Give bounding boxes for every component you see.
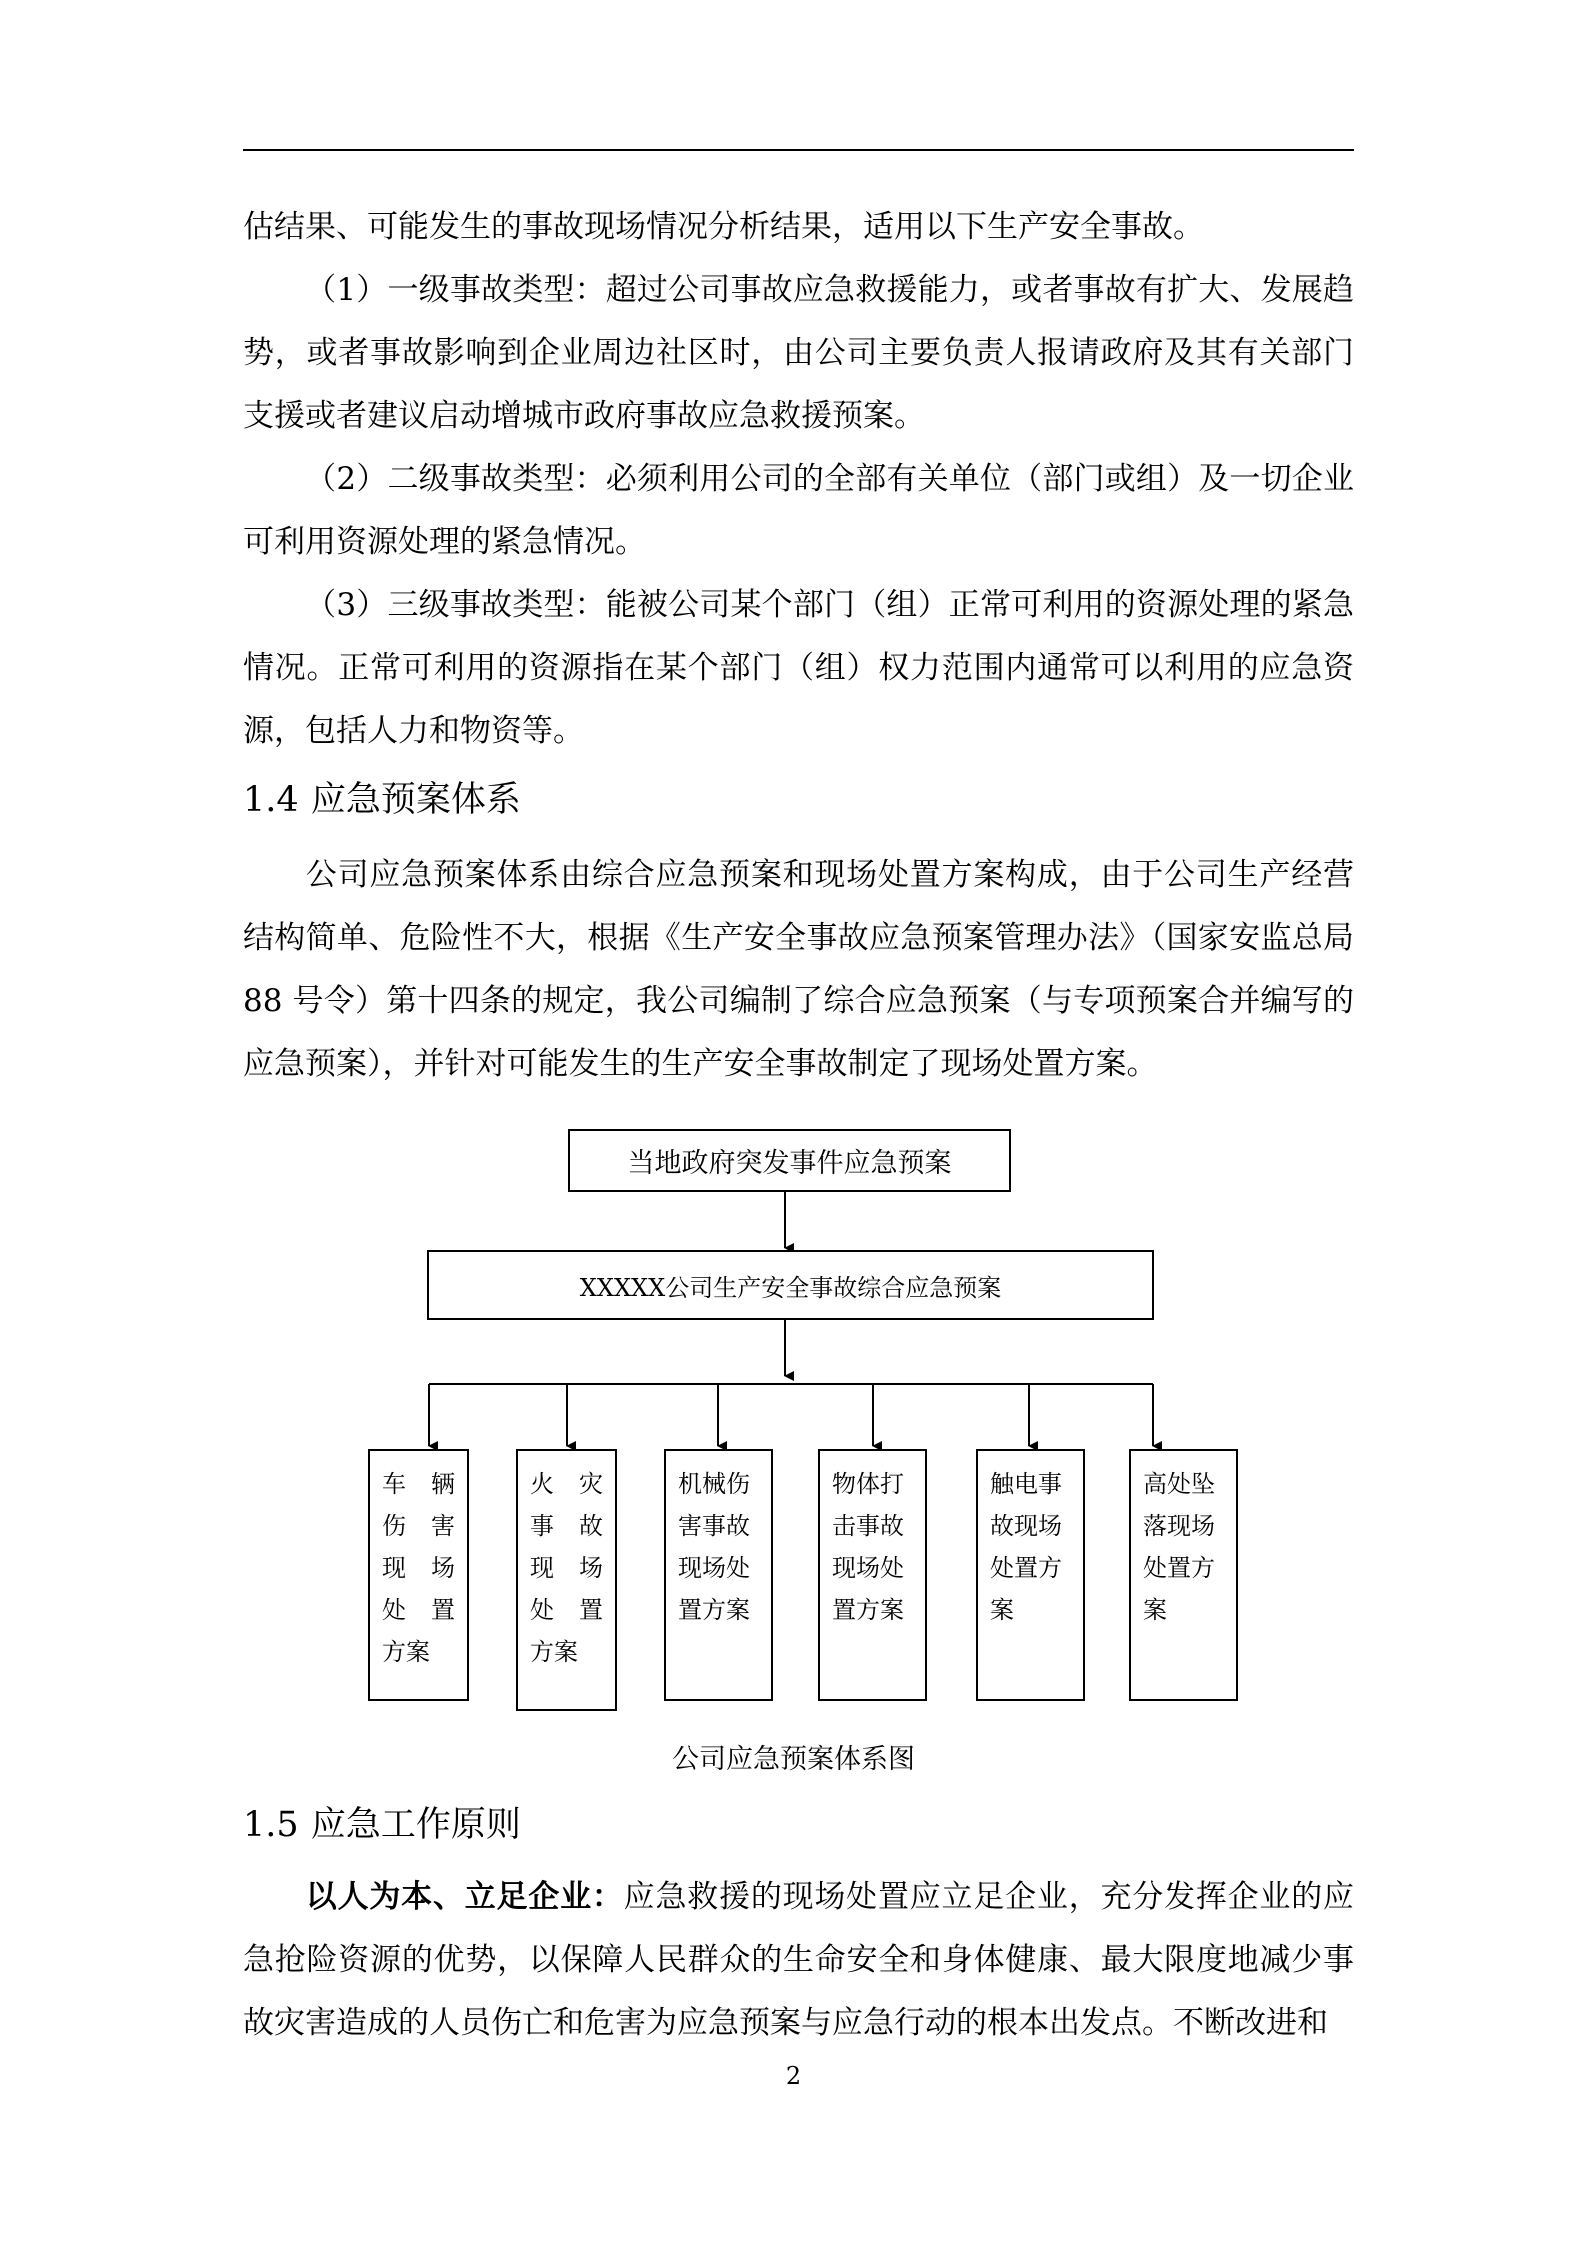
box-company-comprehensive-plan: XXXXX公司生产安全事故综合应急预案 (427, 1250, 1154, 1320)
leaf-mechanical-injury-plan: 机械伤 害事故 现场处 置方案 (664, 1449, 773, 1701)
header-rule (243, 149, 1354, 151)
leaf-object-strike-plan: 物体打 击事故 现场处 置方案 (818, 1449, 927, 1701)
figure-caption: 公司应急预案体系图 (672, 1744, 915, 1775)
section-number: 1.5 (243, 1805, 299, 1845)
section-heading-1-5 (243, 1801, 521, 1849)
leaf-fall-from-height-plan: 高处坠 落现场 处置方 案 (1129, 1449, 1238, 1701)
paragraph-level-3: （3）三级事故类型：能被公司某个部门（组）正常可利用的资源处理的紧急情况。正常可利用的资源指在某个部门（组）权力范围内通常可以利用的应急资源，包括人力和物资等。 (243, 587, 1354, 749)
page-number: 2 (785, 2062, 802, 2090)
paragraph-level-1: （1）一级事故类型：超过公司事故应急救援能力，或者事故有扩大、发展趋势，或者事故影响到企业周边社区时，由公司主要负责人报请政府及其有关部门支援或者建议启动增城市政府事故应急救援预案。 (243, 272, 1354, 434)
leaf-electric-shock-plan: 触电事 故现场 处置方 案 (976, 1449, 1085, 1701)
section-heading-1-4 (243, 776, 521, 824)
paragraph-plan-system: 公司应急预案体系由综合应急预案和现场处置方案构成，由于公司生产经营结构简单、危险性不大，根据《生产安全事故应急预案管理办法》（国家安监总局 88 号令）第十四条的规定，我公司编制了综合应急预案（与专项预案合并编写的应急预案），并针对可能发生的生产安全事故制定了现场处置方案。 (243, 857, 1354, 1082)
leaf-vehicle-injury-plan: 车 辆 伤 害 现 场 处 置 方案 (368, 1449, 469, 1701)
section-title: 应急工作原则 (310, 1805, 521, 1845)
section-title: 应急预案体系 (310, 780, 521, 820)
box-local-government-plan: 当地政府突发事件应急预案 (568, 1129, 1011, 1192)
paragraph-people-oriented: 以人为本、立足企业：应急救援的现场处置应立足企业，充分发挥企业的应急抢险资源的优势，以保障人民群众的生命安全和身体健康、最大限度地减少事故灾害造成的人员伤亡和危害为应急预案与应急行动的根本出发点。不断改进和 (243, 1879, 1355, 2041)
paragraph-continuation: 估结果、可能发生的事故现场情况分析结果，适用以下生产安全事故。 (243, 209, 1204, 245)
principle-label: 以人为本、立足企业： (305, 1879, 624, 1915)
leaf-fire-accident-plan: 火 灾 事 故 现 场 处 置 方案 (516, 1449, 617, 1711)
paragraph-level-2: （2）二级事故类型：必须利用公司的全部有关单位（部门或组）及一切企业可利用资源处理的紧急情况。 (243, 461, 1354, 560)
section-number: 1.4 (243, 780, 299, 820)
